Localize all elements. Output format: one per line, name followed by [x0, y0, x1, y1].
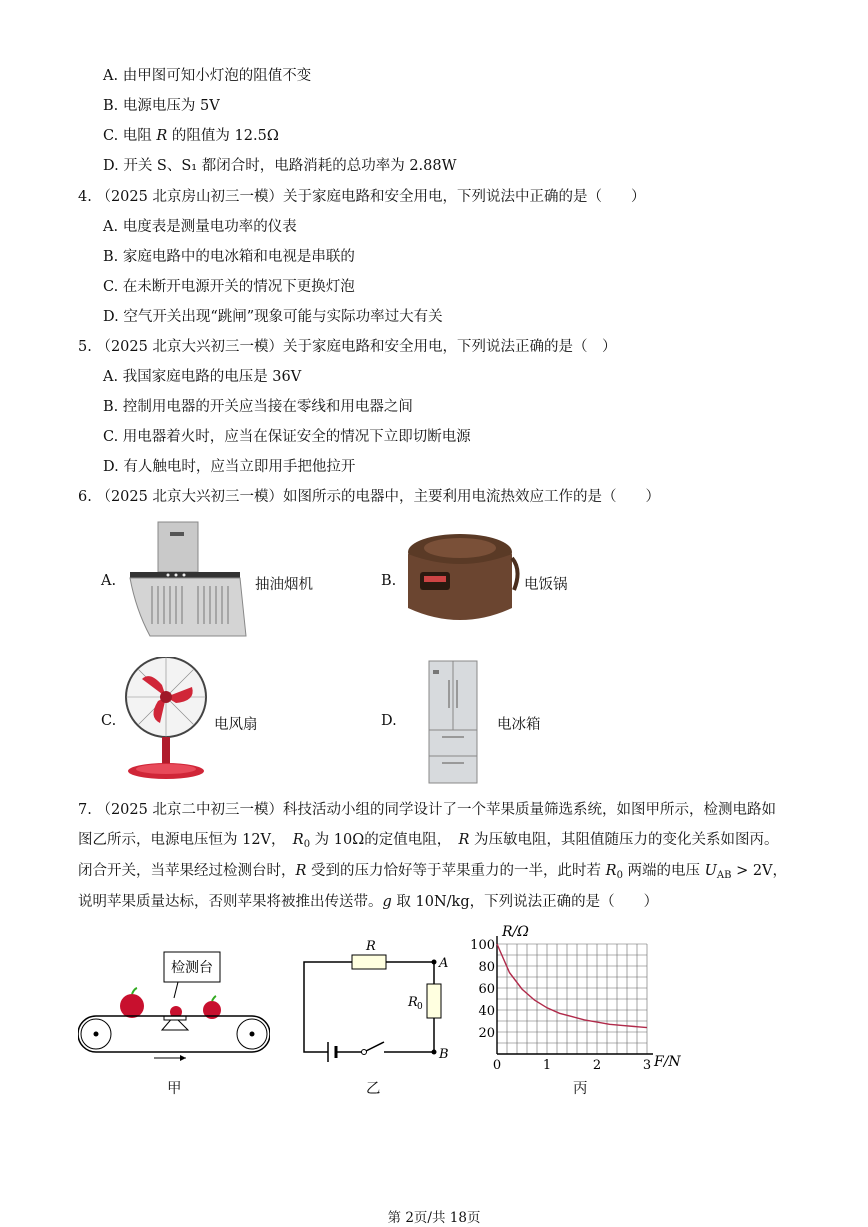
q5-option-c: C. 用电器着火时，应当在保证安全的情况下立即切断电源	[103, 429, 471, 445]
q3-option-a: A. 由甲图可知小灯泡的阻值不变	[103, 68, 312, 84]
q6-stem: 6. （2025 北京大兴初三一模）如图所示的电器中，主要利用电流热效应工作的是（ ）	[78, 489, 660, 505]
q7-u-symbol: U	[704, 863, 717, 879]
q6-option-a-text: 抽油烟机	[255, 577, 313, 593]
q4-option-b: B. 家庭电路中的电冰箱和电视是串联的	[103, 249, 355, 265]
q6-option-b-text: 电饭锅	[524, 577, 568, 593]
chart-axes	[497, 936, 653, 1054]
q6-option-d-text: 电冰箱	[497, 717, 541, 733]
circuit-r0-label: R	[408, 995, 418, 1010]
q6-option-c-text: 电风扇	[214, 717, 258, 733]
chart-x-axis-label: F/N	[654, 1054, 681, 1070]
q3-option-b: B. 电源电压为 5V	[103, 98, 220, 114]
chart-y-tick-label: 100	[470, 938, 495, 953]
q6-option-d-letter: D.	[381, 713, 397, 729]
electric-fan-image	[122, 657, 214, 783]
q6-option-c-letter: C.	[101, 713, 117, 729]
q7-line-2-part-a: 图乙所示，电源电压恒为 12V，	[78, 832, 293, 848]
q7-line-1: 7. （2025 北京二中初三一模）科技活动小组的同学设计了一个苹果质量筛选系统，如图甲所示，检测电路如	[78, 802, 776, 818]
chart-y-tick-label: 80	[478, 960, 495, 975]
q3-option-c-var: R	[156, 128, 168, 144]
q5-option-b: B. 控制用电器的开关应当接在零线和用电器之间	[103, 399, 413, 415]
circuit-a-label: A	[439, 956, 449, 971]
q4-option-d: D. 空气开关出现“跳闸”现象可能与实际功率过大有关	[103, 309, 443, 325]
q5-option-a: A. 我国家庭电路的电压是 36V	[103, 369, 302, 385]
q7-line-3-part-b: 受到的压力恰好等于苹果重力的一半，此时若	[306, 863, 606, 879]
detection-platform-label: 检测台	[171, 960, 213, 976]
circuit-diagram	[296, 934, 456, 1064]
q7-r0-symbol: R	[292, 832, 304, 848]
chart-series-line	[497, 944, 647, 1028]
q7-line-2-part-c: 为压敏电阻，其阻值随压力的变化关系如图丙。	[469, 832, 779, 848]
q5-stem: 5. （2025 北京大兴初三一模）关于家庭电路和安全用电，下列说法正确的是（ ）	[78, 339, 617, 355]
q7-u-subscript: AB	[716, 870, 732, 881]
figure-b-caption: 乙	[366, 1081, 381, 1097]
q4-stem: 4. （2025 北京房山初三一模）关于家庭电路和安全用电，下列说法中正确的是（ ）	[78, 189, 646, 205]
page-footer: 第 2页/共 18页	[387, 1210, 481, 1226]
q7-line-2-part-b: 为 10Ω的定值电阻，	[310, 832, 459, 848]
q7-line-4-part-a: 说明苹果质量达标，否则苹果将被推出传送带。	[78, 894, 383, 910]
figure-a-caption: 甲	[167, 1081, 182, 1097]
chart-y-tick-label: 20	[478, 1026, 495, 1041]
q7-r-symbol: R	[458, 832, 470, 848]
q7-r0-symbol-2: R	[605, 863, 617, 879]
q7-line-3-part-c: 两端的电压	[622, 863, 705, 879]
q7-line-4	[78, 892, 798, 912]
q6-option-a-letter: A.	[101, 573, 117, 589]
range-hood-image	[128, 520, 248, 640]
refrigerator-image	[428, 660, 478, 784]
q7-line-2	[78, 830, 798, 855]
q7-line-3-part-a: 闭合开关，当苹果经过检测台时，	[78, 863, 296, 879]
q3-option-c-post: 的阻值为 12.5Ω	[167, 128, 279, 144]
q5-option-d: D. 有人触电时，应当立即用手把他拉开	[103, 459, 356, 475]
q3-option-d: D. 开关 S、S₁ 都闭合时，电路消耗的总功率为 2.88W	[103, 158, 457, 174]
chart-grid	[497, 944, 647, 1054]
q7-line-3	[78, 861, 798, 886]
circuit-r0-subscript: 0	[417, 1002, 423, 1012]
circuit-b-label: B	[439, 1047, 449, 1062]
q4-option-c: C. 在未断开电源开关的情况下更换灯泡	[103, 279, 355, 295]
chart-x-tick-label: 2	[592, 1058, 602, 1073]
q7-g-symbol: g	[382, 894, 392, 910]
q6-option-b-letter: B.	[381, 573, 397, 589]
q3-option-c-pre: C. 电阻	[103, 128, 157, 144]
conveyor-diagram	[78, 950, 270, 1062]
chart-y-axis-label: R/Ω	[502, 924, 529, 940]
rice-cooker-image	[402, 530, 522, 630]
chart-x-tick-label: 3	[642, 1058, 652, 1073]
chart-series	[497, 944, 647, 1028]
q3-option-c	[103, 126, 279, 146]
q7-line-3-part-d: > 2V，	[731, 863, 788, 879]
q7-line-4-part-b: 取 10N/kg，下列说法正确的是（ ）	[391, 894, 659, 910]
chart-y-tick-label: 40	[478, 1004, 495, 1019]
apple-left	[120, 994, 144, 1018]
q7-r-symbol-2: R	[295, 863, 307, 879]
q7-r0-subscript: 0	[303, 839, 311, 850]
resistance-force-chart	[470, 918, 690, 1074]
chart-y-tick-label: 60	[478, 982, 495, 997]
chart-x-tick-label: 0	[492, 1058, 502, 1073]
chart-x-tick-label: 1	[542, 1058, 552, 1073]
q4-option-a: A. 电度表是测量电功率的仪表	[103, 219, 297, 235]
circuit-r-label: R	[366, 939, 376, 954]
figure-c-caption: 丙	[573, 1081, 588, 1097]
q7-r0-subscript-2: 0	[616, 870, 623, 881]
